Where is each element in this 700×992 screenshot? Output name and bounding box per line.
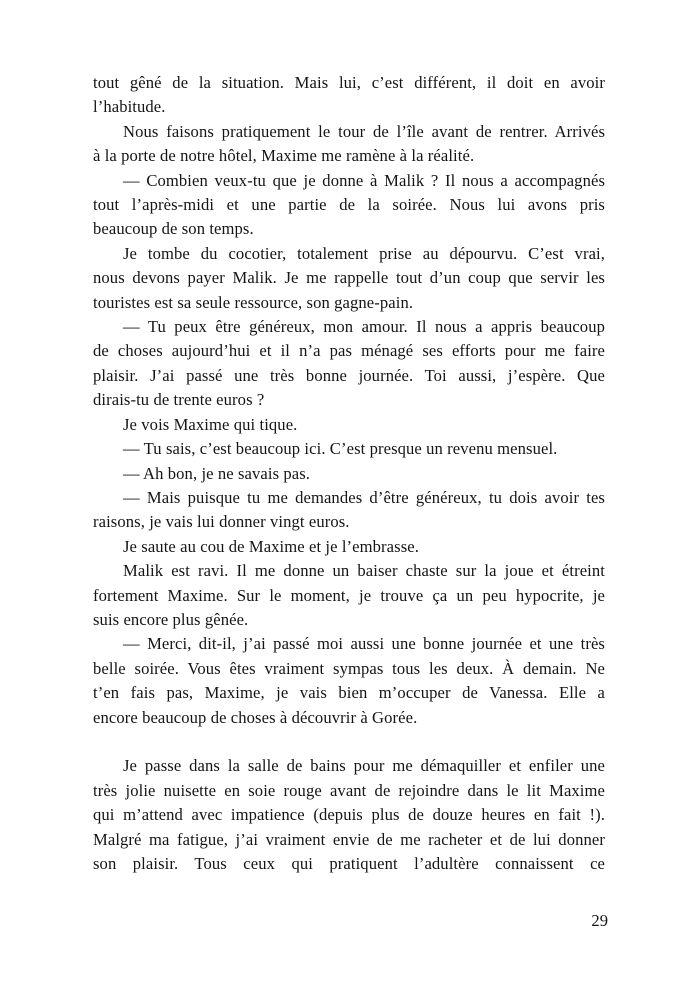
text-line: — Combien veux-tu que je donne à Malik ? Il nous a accompagnés	[123, 170, 605, 190]
text-line: Malgré ma fatigue, j’ai vraiment envie de me racheter et de lui donner	[93, 829, 605, 849]
paragraph	[93, 462, 605, 486]
text-line: touristes est sa seule ressource, son gagne-pain.	[93, 292, 414, 312]
page-number: 29	[591, 911, 608, 930]
text-line: Malik est ravi. Il me donne un baiser chaste sur la joue et étreint	[123, 561, 605, 581]
text-line: raisons, je vais lui donner vingt euros.	[93, 512, 350, 532]
text-line: Je saute au cou de Maxime et je l’embrasse.	[123, 536, 419, 556]
paragraph	[93, 754, 605, 876]
text-line: Nous faisons pratiquement le tour de l’île avant de rentrer. Arrivés	[123, 121, 605, 141]
text-line: — Merci, dit-il, j’ai passé moi aussi une bonne journée et une très	[123, 634, 605, 654]
paragraph	[93, 486, 605, 535]
text-line: son plaisir. Tous ceux qui pratiquent l’adultère connaissent ce	[93, 853, 605, 873]
paragraph	[93, 437, 605, 461]
text-line: — Tu peux être généreux, mon amour. Il nous a appris beaucoup	[123, 317, 605, 337]
paragraph	[93, 242, 605, 315]
text-line: très jolie nuisette en soie rouge avant de rejoindre dans le lit Maxime	[93, 780, 605, 800]
text-line: tout l’après-midi et une partie de la soirée. Nous lui avons pris	[93, 195, 605, 215]
paragraph	[93, 169, 605, 242]
paragraph	[93, 71, 605, 120]
text-line: fortement Maxime. Sur le moment, je trouve ça un peu hypocrite, je	[93, 585, 605, 605]
text-line: — Tu sais, c’est beaucoup ici. C’est presque un revenu mensuel.	[123, 439, 558, 459]
text-line: suis encore plus gênée.	[93, 609, 249, 629]
text-line: de choses aujourd’hui et il n’a pas ménagé ses efforts pour me faire	[93, 341, 605, 361]
text-line: dirais-tu de trente euros ?	[93, 390, 265, 410]
text-line: beaucoup de son temps.	[93, 219, 254, 239]
text-line: t’en fais pas, Maxime, je vais bien m’occuper de Vanessa. Elle a	[93, 683, 605, 703]
text-line: belle soirée. Vous êtes vraiment sympas tous les deux. À demain. Ne	[93, 658, 605, 678]
paragraph	[93, 315, 605, 413]
text-line: — Mais puisque tu me demandes d’être généreux, tu dois avoir tes	[123, 487, 605, 507]
text-line: à la porte de notre hôtel, Maxime me ramène à la réalité.	[93, 146, 475, 166]
text-line: plaisir. J’ai passé une très bonne journée. Toi aussi, j’espère. Que	[93, 365, 605, 385]
text-line: l’habitude.	[93, 97, 166, 117]
page-text	[93, 71, 605, 876]
text-line: Je passe dans la salle de bains pour me démaquiller et enfiler une	[123, 756, 605, 776]
paragraph	[93, 413, 605, 437]
paragraph	[93, 632, 605, 730]
text-line: encore beaucoup de choses à découvrir à Gorée.	[93, 707, 418, 727]
text-line: — Ah bon, je ne savais pas.	[123, 463, 311, 483]
text-line: Je tombe du cocotier, totalement prise au dépourvu. C’est vrai,	[123, 243, 605, 263]
paragraph	[93, 535, 605, 559]
paragraph	[93, 120, 605, 169]
text-line: qui m’attend avec impatience (depuis plus de douze heures en fait !).	[93, 805, 605, 825]
paragraph	[93, 559, 605, 632]
text-line: nous devons payer Malik. Je me rappelle tout d’un coup que servir les	[93, 268, 605, 288]
text-line: tout gêné de la situation. Mais lui, c’est différent, il doit en avoir	[93, 73, 605, 92]
text-line: Je vois Maxime qui tique.	[123, 414, 298, 434]
